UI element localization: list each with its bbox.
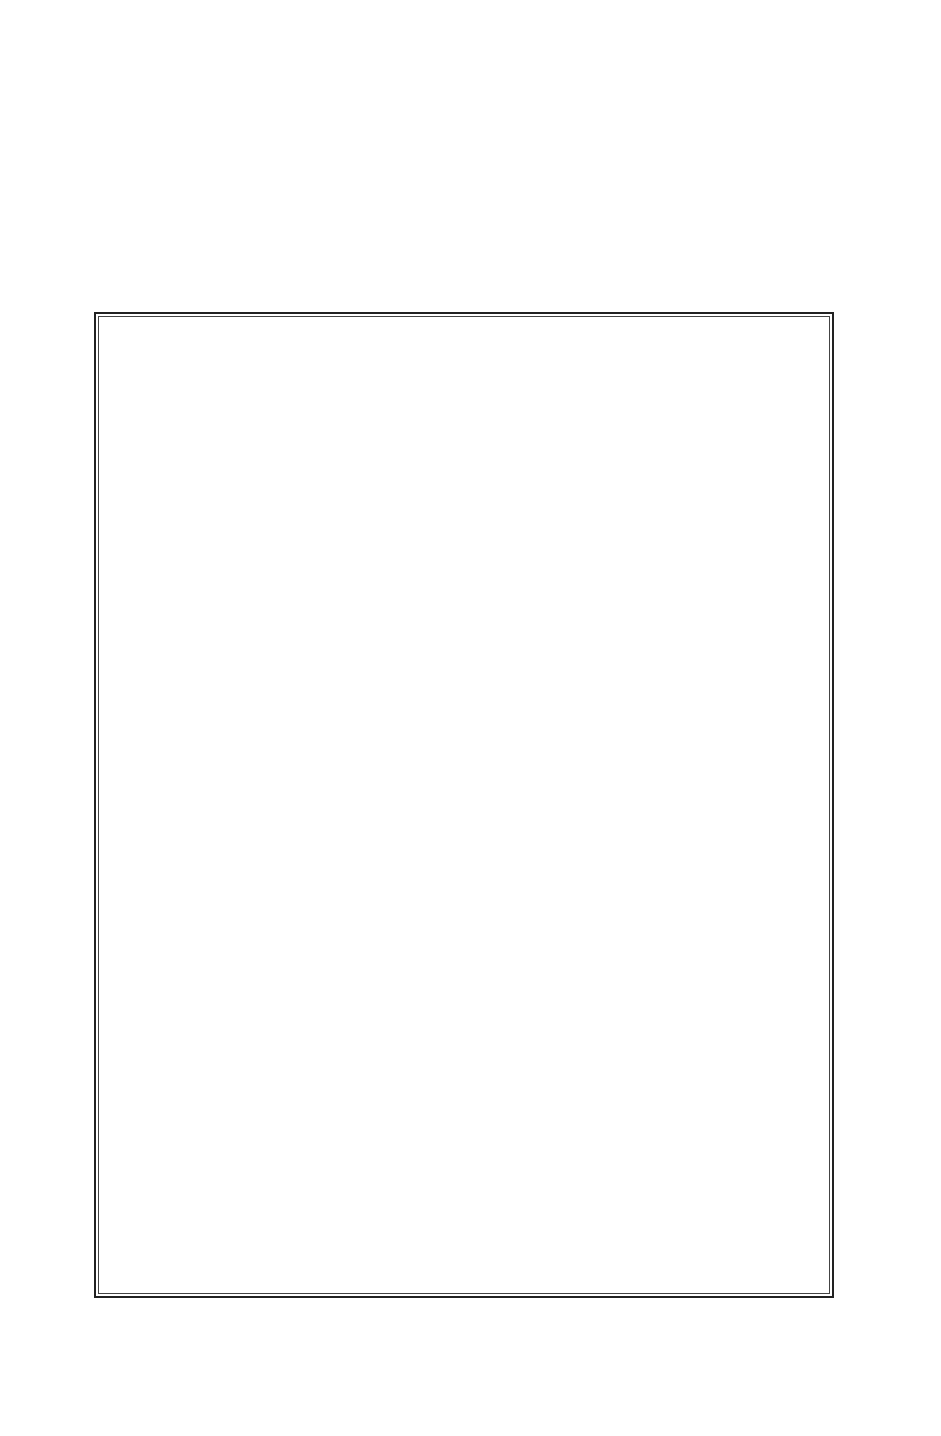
table-inner-frame (98, 316, 830, 1294)
